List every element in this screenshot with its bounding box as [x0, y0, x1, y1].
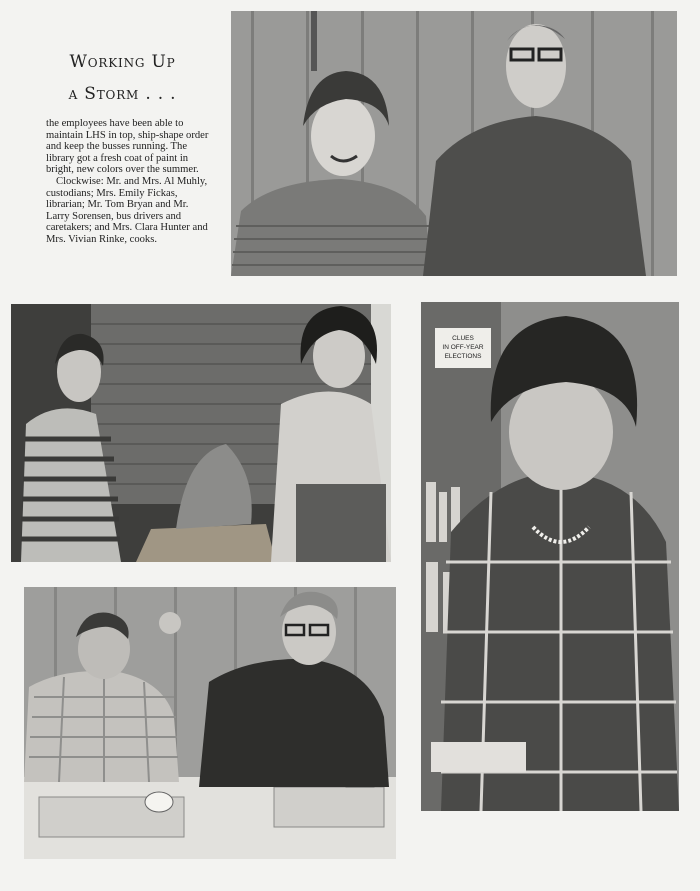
- photo-librarian: [421, 302, 679, 811]
- sign-line-2: IN OFF-YEAR: [442, 344, 484, 351]
- photo-bus-drivers: [24, 587, 396, 859]
- caption-block: [46, 118, 210, 246]
- librarian-image: [421, 302, 679, 811]
- sign-line-1: CLUES: [452, 335, 474, 342]
- title-line-2: a Storm . . .: [68, 84, 177, 104]
- title-line-1: Working Up: [69, 52, 176, 72]
- caption-paragraph-2: Clockwise: Mr. and Mrs. Al Muhly, custodians; Mrs. Emily Fickas, librarian; Mr. Tom Bryan and Mr. Larry Sorensen, bus drivers and caretakers; and Mrs. Clara Hunter and Mrs. Vivian Rinke, cooks.: [46, 175, 208, 245]
- photo-cooks: [11, 304, 391, 562]
- page-title: [40, 46, 205, 110]
- custodians-image: [231, 11, 677, 276]
- photo-custodians: [231, 11, 677, 276]
- caption-paragraph-1: the employees have been able to maintain LHS in top, ship-shape order and keep the busses running. The library got a fresh coat of paint in bright, new colors over the summer.: [46, 118, 209, 176]
- sign-line-3: ELECTIONS: [444, 353, 482, 360]
- book-sign: [435, 328, 491, 368]
- cooks-image: [11, 304, 391, 562]
- bus-drivers-image: [24, 587, 396, 859]
